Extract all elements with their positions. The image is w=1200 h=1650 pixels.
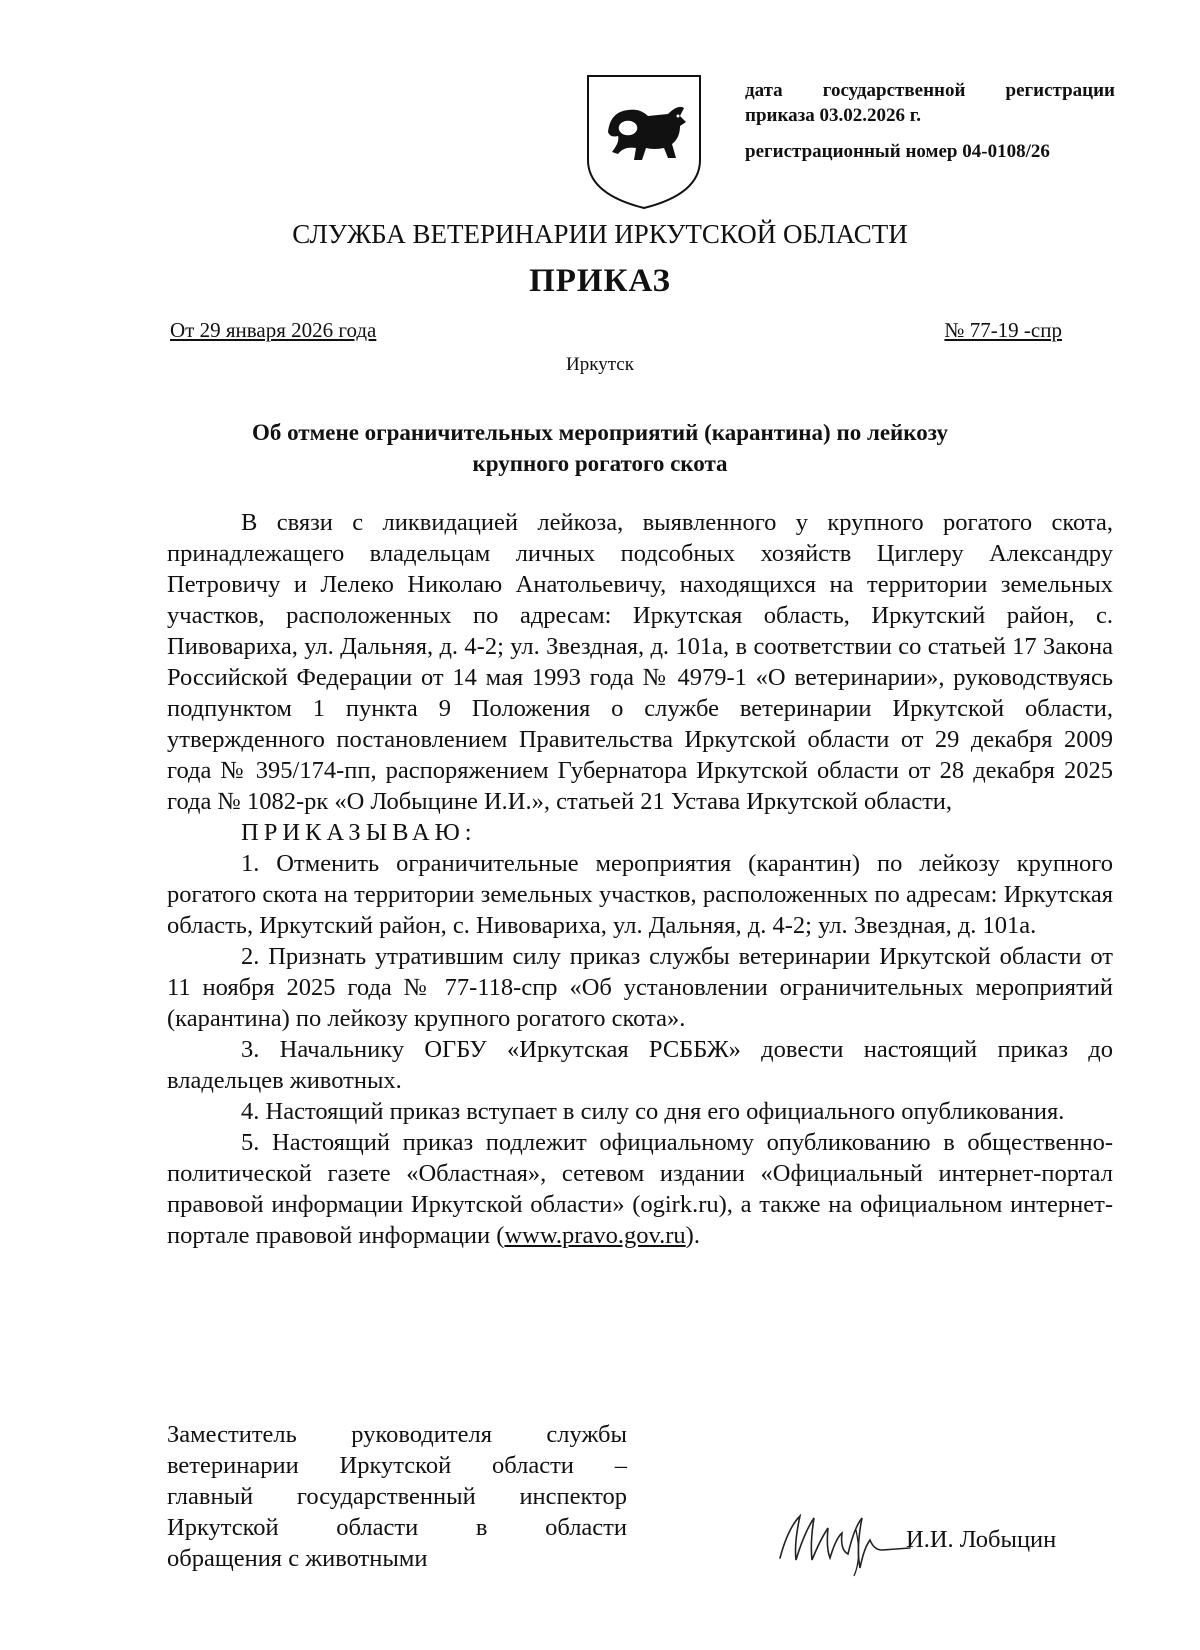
signer-line-5: обращения с животными (167, 1545, 428, 1572)
document-date: От 29 января 2026 года (170, 318, 377, 342)
handwritten-signature (770, 1488, 920, 1578)
coat-of-arms-icon (584, 72, 704, 212)
order-item-2: 2. Признать утратившим силу приказ службы ветеринарии Иркутской области от 11 ноября 2025 года № 77-118-спр «Об установлении ограничительных мероприятий (карантина) по лейкозу крупного рогатого скота». (167, 943, 1113, 1032)
order-item-5-text: 5. Настоящий приказ подлежит официальному опубликованию в общественно-политической газете «Областная», сетевом издании «Официальный интернет-портал правовой информации Иркутской области» (ogirk.ru), а также на официальном интернет-портале правовой информации ( (167, 1129, 1113, 1249)
signer-name: И.И. Лобыцин (906, 1526, 1057, 1553)
order-item-1: 1. Отменить ограничительные мероприятия (карантин) по лейкозу крупного рогатого скота на территории земельных участков, расположенных по адресам: Иркутская область, Иркутский район, с. Нивовариха, ул. Дальняя, д. 4-2; ул. Звездная, д. 101а. (167, 850, 1113, 939)
subject-line-1: Об отмене ограничительных мероприятий (карантина) по лейкозу (251, 420, 949, 445)
registration-number: регистрационный номер 04-0108/26 (745, 141, 1050, 162)
order-word: ПРИКАЗЫВАЮ: (241, 819, 477, 846)
signer-line-4: Иркутской области в области (167, 1514, 627, 1541)
document-subject (180, 417, 1020, 479)
organization-name: СЛУЖБА ВЕТЕРИНАРИИ ИРКУТСКОЙ ОБЛАСТИ (292, 219, 908, 249)
registration-line-1: дата государственной регистрации (745, 80, 1115, 101)
signer-line-1: Заместитель руководителя службы (167, 1421, 627, 1448)
pravo-link[interactable]: www.pravo.gov.ru (504, 1222, 686, 1249)
registration-line-2: приказа 03.02.2026 г. (745, 105, 921, 126)
document-number: № 77-19 -спр (944, 318, 1062, 342)
order-item-5 (167, 1127, 1113, 1251)
preamble-paragraph: В связи с ликвидацией лейкоза, выявленного у крупного рогатого скота, принадлежащего владельцам личных подсобных хозяйств Циглеру Александру Петровичу и Лелеко Николаю Анатольевичу, находящихся на территории земельных участков, расположенных по адресам: Иркутская область, Иркутский район, с. Пивовариха, ул. Дальняя, д. 4-2; ул. Звездная, д. 101а, в соответствии со статьей 17 Закона Российской Федерации от 14 мая 1993 года № 4979-1 «О ветеринарии», руководствуясь подпунктом 1 пункта 9 Положения о службе ветеринарии Иркутской области, утвержденного постановлением Правительства Иркутской области от 29 декабря 2009 года № 395/174-пп, распоряжением Губернатора Иркутской области от 28 декабря 2025 года № 1082-рк «О Лобыцине И.И.», статьей 21 Устава Иркутской области, (167, 509, 1113, 815)
order-item-4: 4. Настоящий приказ вступает в силу со дня его официального опубликования. (241, 1098, 1065, 1125)
document-type: ПРИКАЗ (529, 263, 671, 299)
document-city: Иркутск (566, 354, 634, 375)
signer-line-3: главный государственный инспектор (167, 1483, 627, 1510)
order-item-3: 3. Начальнику ОГБУ «Иркутская РСББЖ» довести настоящий приказ до владельцев животных. (167, 1036, 1113, 1094)
subject-line-2: крупного рогатого скота (472, 451, 728, 476)
order-item-5-tail: ). (685, 1222, 700, 1249)
registration-info (745, 78, 1115, 164)
signer-position (167, 1419, 627, 1574)
document-body (167, 507, 1113, 1251)
signer-line-2: ветеринарии Иркутской области – (167, 1452, 627, 1479)
